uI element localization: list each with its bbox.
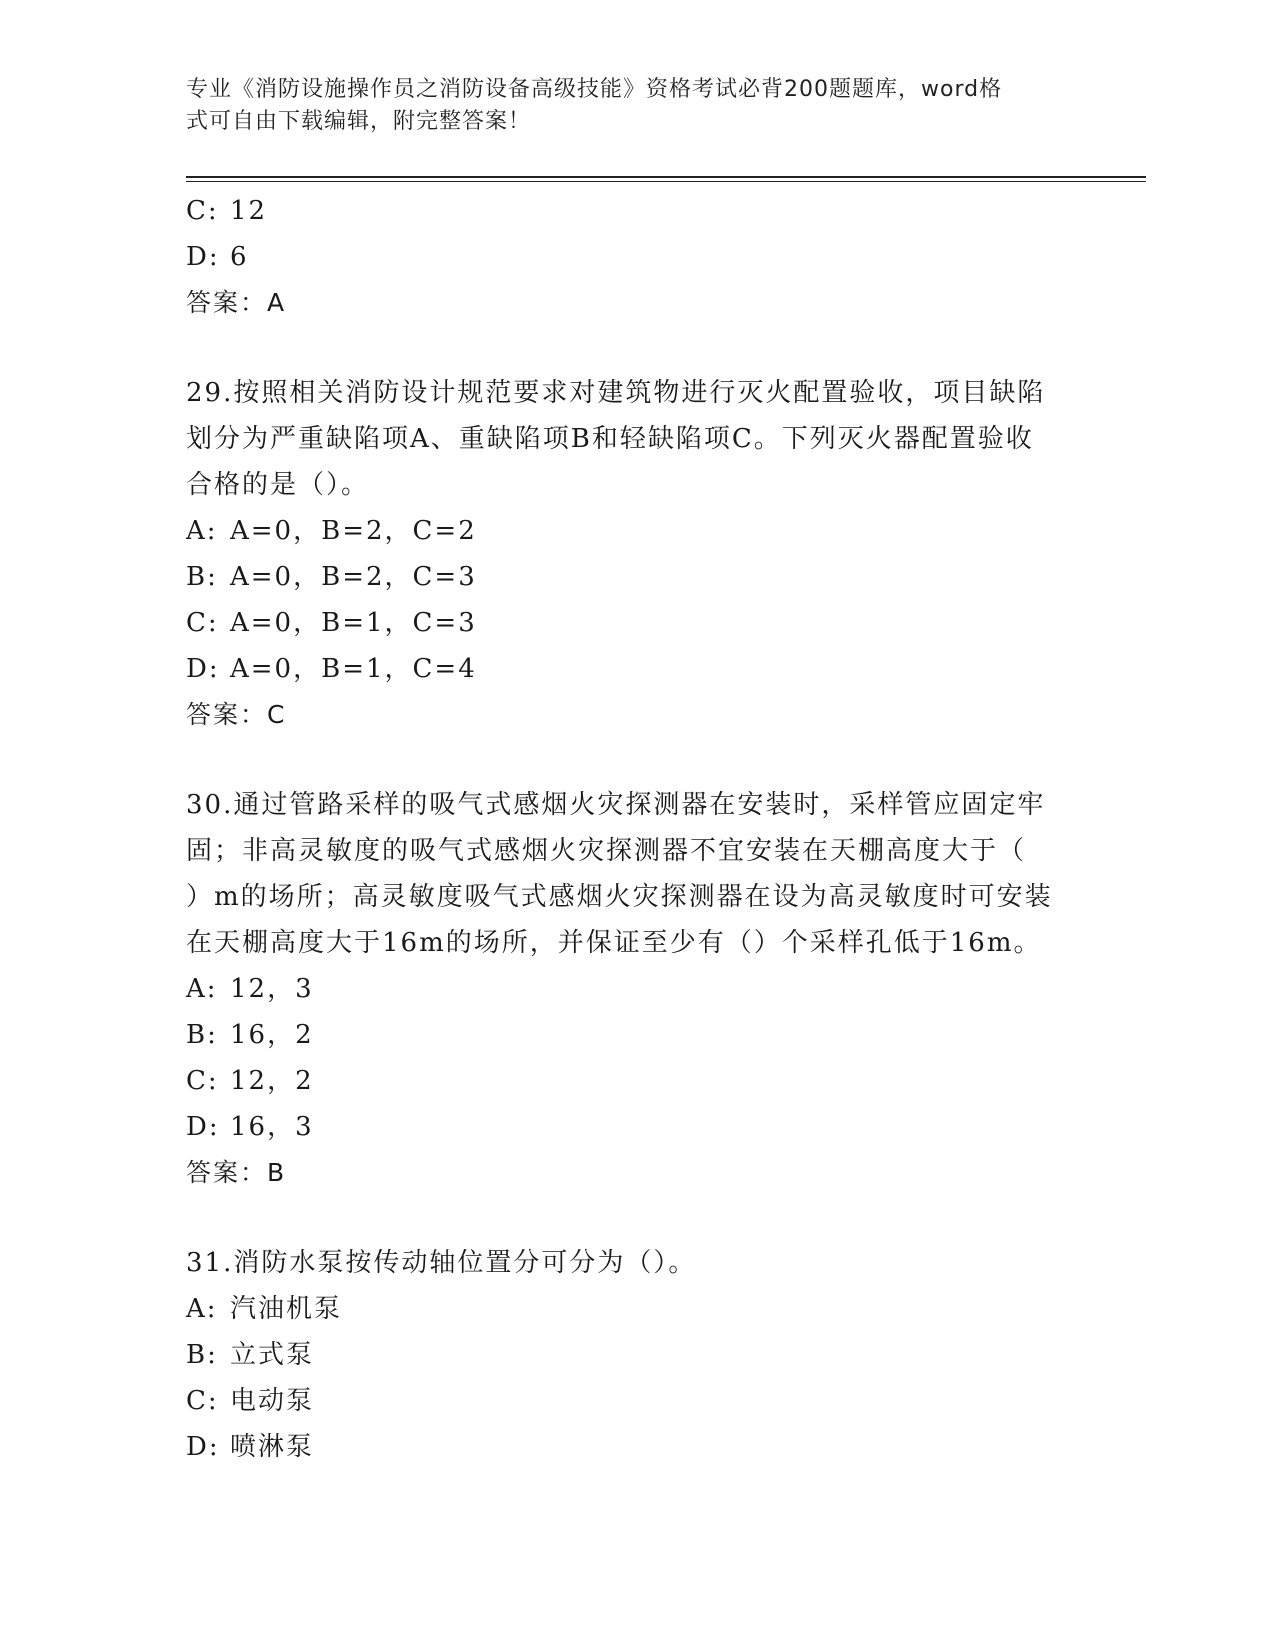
option-text: 12，2 xyxy=(230,1066,314,1096)
question-29 xyxy=(186,370,1086,738)
option-c xyxy=(186,1378,1086,1424)
option-key: C: xyxy=(186,1066,219,1096)
question-31 xyxy=(186,1240,1086,1470)
option-text: 6 xyxy=(230,242,249,272)
question-list xyxy=(186,188,1086,1470)
option-b xyxy=(186,1332,1086,1378)
option-key: C: xyxy=(186,196,219,226)
option-key: D: xyxy=(186,1112,220,1142)
question-stem-line: 31.消防水泵按传动轴位置分可分为（）。 xyxy=(186,1248,697,1278)
option-key: D: xyxy=(186,1432,220,1462)
option-key: A: xyxy=(186,1294,218,1324)
option-text: A=0，B=1，C=4 xyxy=(230,654,477,684)
header-line-2: 式可自由下载编辑，附完整答案！ xyxy=(186,109,532,134)
option-text: 12，3 xyxy=(230,974,314,1004)
answer-line: 答案：C xyxy=(186,700,287,729)
option-c xyxy=(186,1058,1086,1104)
option-b xyxy=(186,554,1086,600)
option-text: 16，2 xyxy=(230,1020,314,1050)
option-text: A=0，B=2，C=2 xyxy=(230,516,477,546)
question-28-tail xyxy=(186,188,1086,326)
option-text: 12 xyxy=(230,196,268,226)
question-stem-line: 在天棚高度大于16m的场所，并保证至少有（）个采样孔低于16m。 xyxy=(186,928,1042,958)
option-a xyxy=(186,508,1086,554)
question-stem-line: 固；非高灵敏度的吸气式感烟火灾探测器不宜安装在天棚高度大于（ xyxy=(186,836,1027,866)
question-stem-line: 30.通过管路采样的吸气式感烟火灾探测器在安装时，采样管应固定牢 xyxy=(186,790,1046,820)
option-d xyxy=(186,1424,1086,1470)
option-text: 汽油机泵 xyxy=(230,1294,343,1324)
question-stem-line: ）m的场所；高灵敏度吸气式感烟火灾探测器在设为高灵敏度时可安装 xyxy=(186,882,1053,912)
question-stem-line: 29.按照相关消防设计规范要求对建筑物进行灭火配置验收，项目缺陷 xyxy=(186,378,1046,408)
option-key: C: xyxy=(186,1386,219,1416)
document-header xyxy=(186,74,1066,138)
option-key: B: xyxy=(186,1340,218,1370)
option-d xyxy=(186,234,1086,280)
option-text: A=0，B=1，C=3 xyxy=(230,608,477,638)
option-text: 立式泵 xyxy=(230,1340,315,1370)
answer-line: 答案：B xyxy=(186,1158,287,1187)
header-line-1: 专业《消防设施操作员之消防设备高级技能》资格考试必背200题题库，word格 xyxy=(186,77,1003,102)
option-b xyxy=(186,1012,1086,1058)
option-d xyxy=(186,1104,1086,1150)
option-key: B: xyxy=(186,1020,218,1050)
option-key: B: xyxy=(186,562,218,592)
option-text: 16，3 xyxy=(230,1112,314,1142)
question-stem-line: 划分为严重缺陷项A、重缺陷项B和轻缺陷项C。下列灭火器配置验收 xyxy=(186,424,1034,454)
option-text: 喷淋泵 xyxy=(230,1432,315,1462)
option-key: D: xyxy=(186,242,220,272)
option-key: A: xyxy=(186,974,218,1004)
option-d xyxy=(186,646,1086,692)
option-c xyxy=(186,600,1086,646)
spacer xyxy=(186,326,1086,370)
option-a xyxy=(186,1286,1086,1332)
option-text: 电动泵 xyxy=(230,1386,315,1416)
option-key: D: xyxy=(186,654,220,684)
option-text: A=0，B=2，C=3 xyxy=(230,562,477,592)
spacer xyxy=(186,1196,1086,1240)
option-a xyxy=(186,966,1086,1012)
header-divider xyxy=(186,176,1146,182)
option-c xyxy=(186,188,1086,234)
answer-line: 答案：A xyxy=(186,288,287,317)
question-stem-line: 合格的是（）。 xyxy=(186,470,370,500)
option-key: A: xyxy=(186,516,218,546)
spacer xyxy=(186,738,1086,782)
question-30 xyxy=(186,782,1086,1196)
option-key: C: xyxy=(186,608,219,638)
